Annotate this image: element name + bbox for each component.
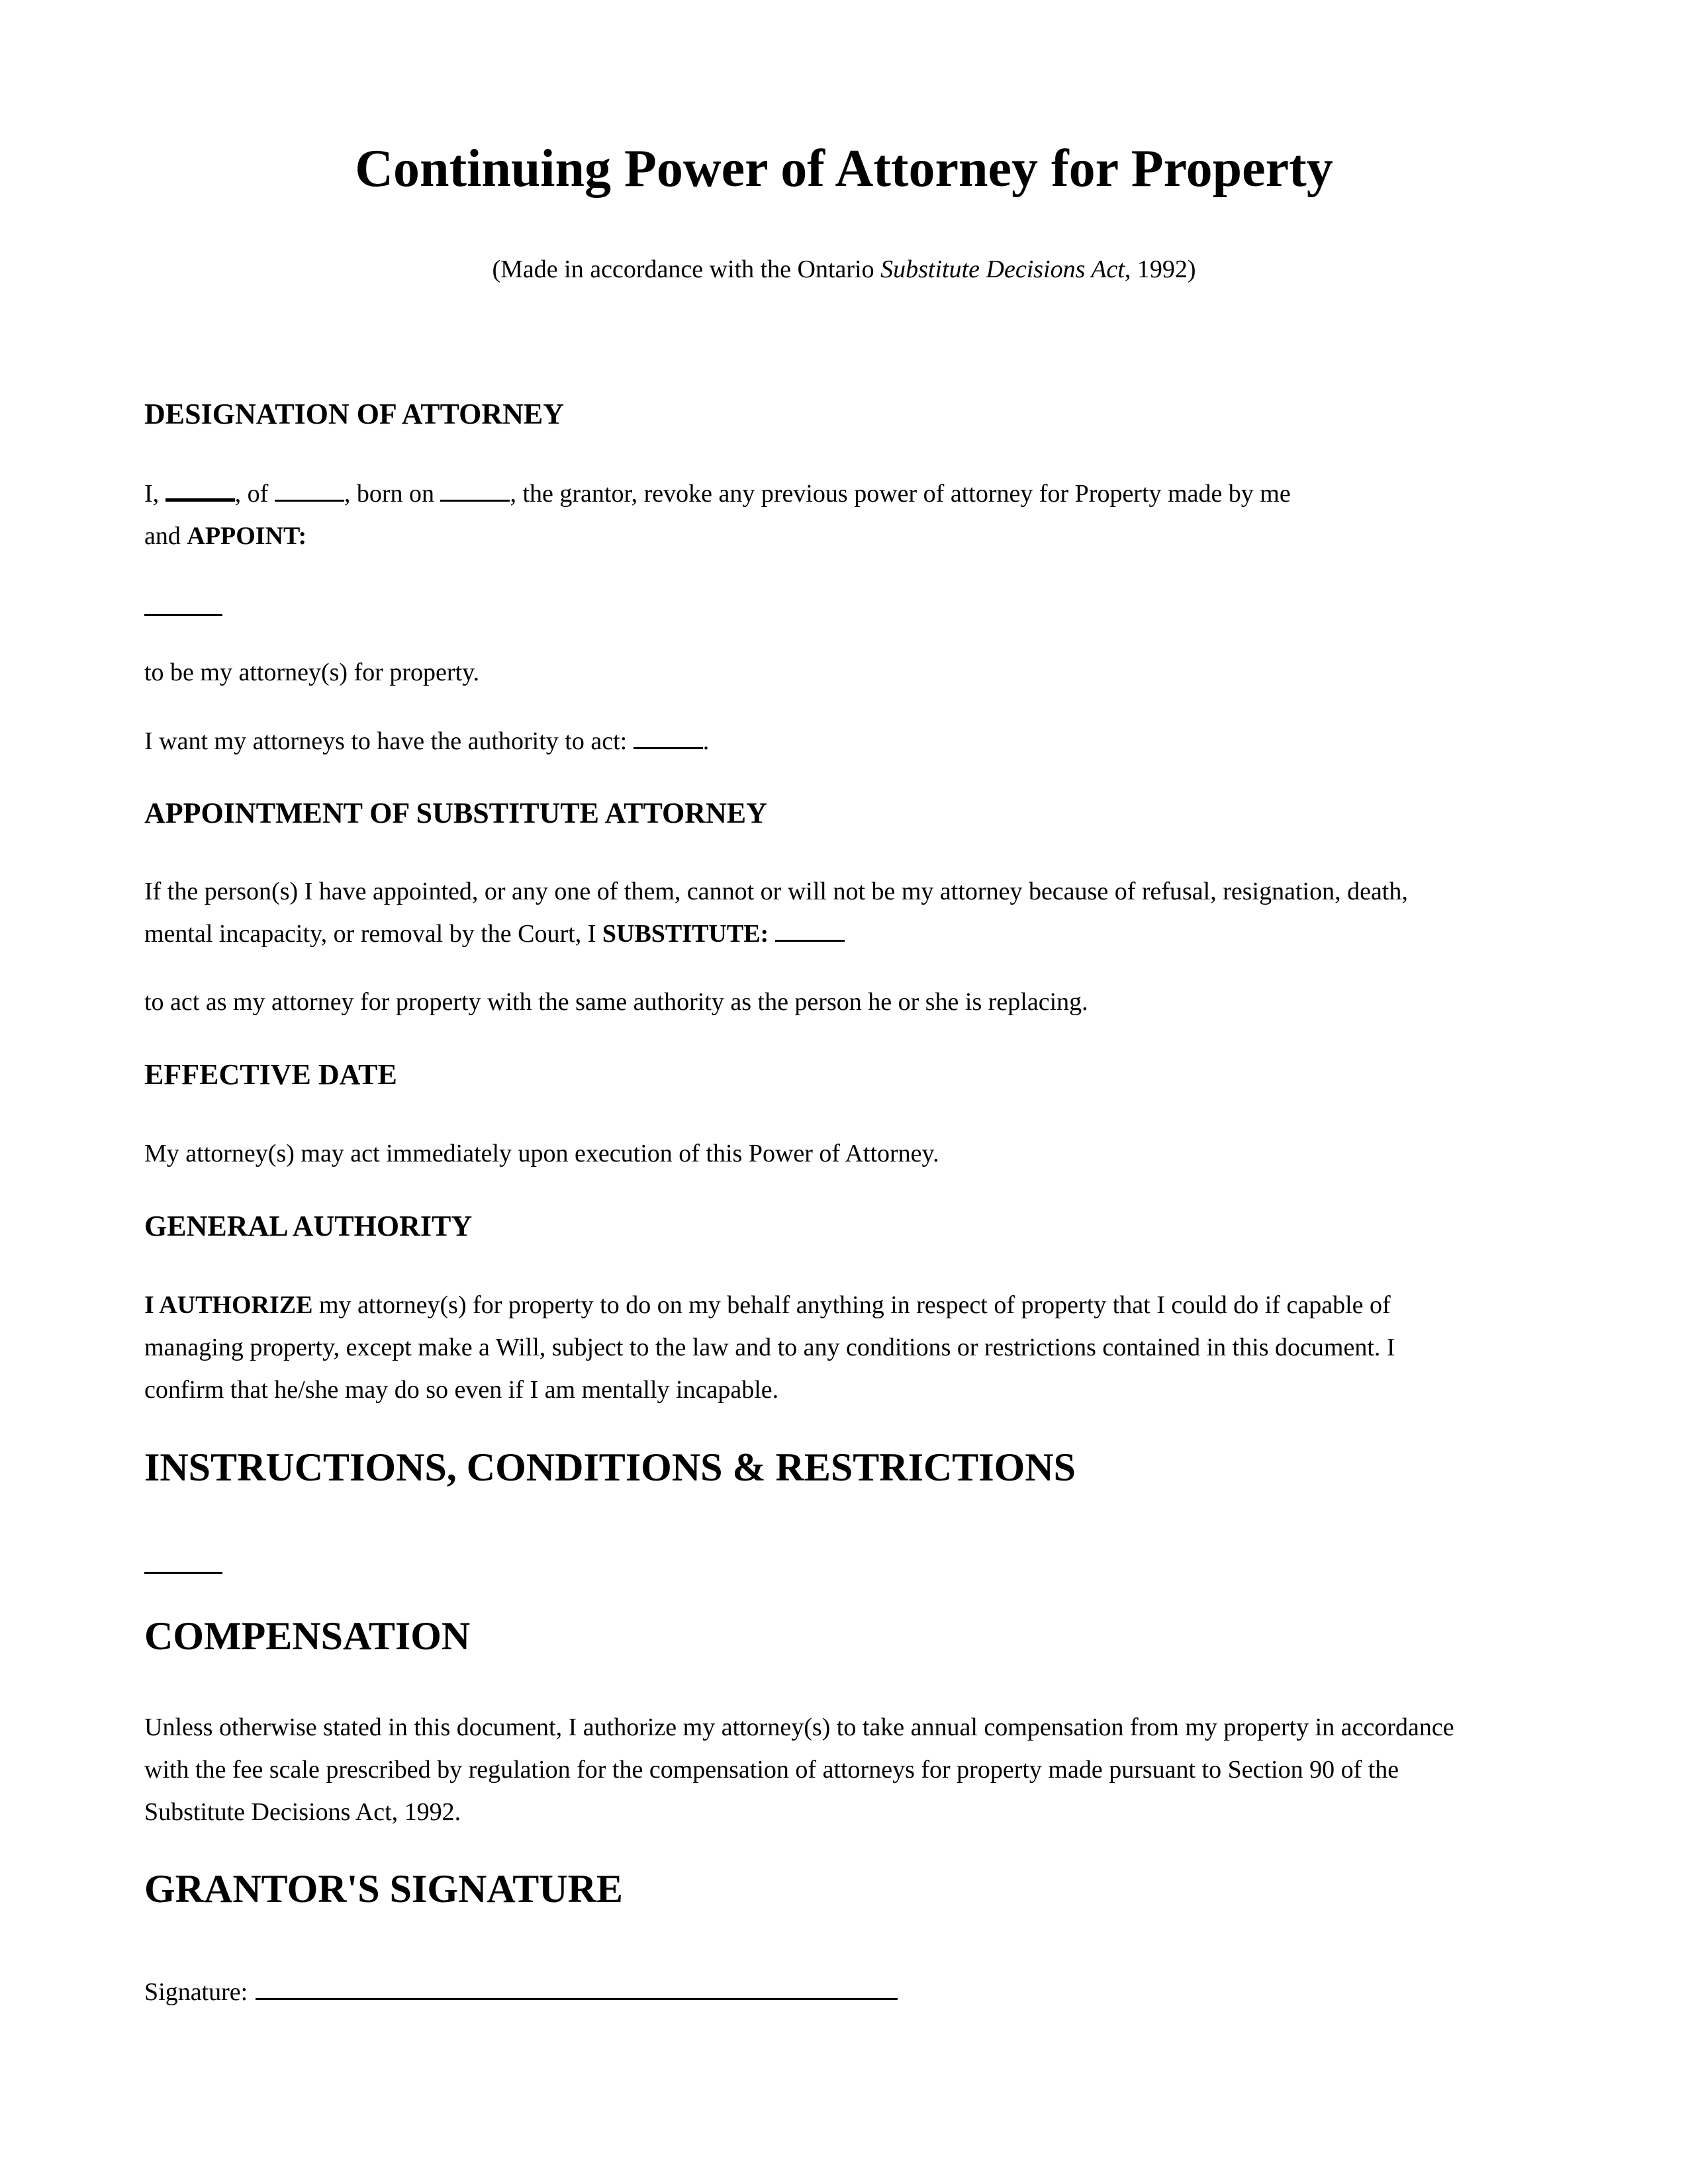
designation-heading: DESIGNATION OF ATTORNEY xyxy=(144,398,565,430)
grantor-birthdate-blank[interactable] xyxy=(440,480,510,502)
designation-text-3: , born on xyxy=(344,480,441,508)
instructions-blank[interactable] xyxy=(144,1572,222,1574)
general-authority-line-3: confirm that he/she may do so even if I am mentally incapable. xyxy=(144,1376,779,1404)
compensation-line-2: with the fee scale prescribed by regulation for the compensation of attorneys for property made pursuant to Section 90 of the xyxy=(144,1756,1399,1784)
compensation-line-1: Unless otherwise stated in this document, I authorize my attorney(s) to take annual compensation from my property in accordance xyxy=(144,1713,1454,1741)
signature-label: Signature: xyxy=(144,1978,248,2006)
document-title: Continuing Power of Attorney for Property xyxy=(355,140,1333,198)
substitute-heading: APPOINTMENT OF SUBSTITUTE ATTORNEY xyxy=(144,797,767,829)
general-authority-line-2: managing property, except make a Will, subject to the law and to any conditions or restrictions contained in this document. I xyxy=(144,1334,1395,1361)
substitute-line-2 xyxy=(144,913,845,955)
substitute-label: SUBSTITUTE: xyxy=(602,920,769,948)
subtitle-prefix: (Made in accordance with the Ontario xyxy=(492,255,881,283)
effective-date-text: My attorney(s) may act immediately upon execution of this Power of Attorney. xyxy=(144,1140,939,1167)
substitute-prefix: mental incapacity, or removal by the Court, I xyxy=(144,920,602,948)
authority-suffix: . xyxy=(702,727,710,755)
substitute-line-1: If the person(s) I have appointed, or any one of them, cannot or will not be my attorney because of refusal, resignation, death, xyxy=(144,878,1408,905)
authority-line xyxy=(144,720,709,762)
authorize-label: I AUTHORIZE xyxy=(144,1291,313,1319)
signature-row xyxy=(144,1971,898,2013)
signature-heading: GRANTOR'S SIGNATURE xyxy=(144,1867,623,1911)
authority-prefix: I want my attorneys to have the authority to act: xyxy=(144,727,633,755)
document-subtitle xyxy=(0,255,1688,284)
subtitle-suffix: , 1992) xyxy=(1124,255,1196,283)
instructions-heading: INSTRUCTIONS, CONDITIONS & RESTRICTIONS xyxy=(144,1445,1076,1489)
designation-text-1: I, xyxy=(144,480,165,508)
designation-line-2 xyxy=(144,515,306,557)
general-authority-heading: GENERAL AUTHORITY xyxy=(144,1210,473,1242)
signature-line[interactable] xyxy=(256,1976,898,2000)
grantor-address-blank[interactable] xyxy=(275,480,344,502)
appoint-label: APPOINT: xyxy=(187,522,307,550)
designation-line-1 xyxy=(144,473,1291,515)
effective-date-heading: EFFECTIVE DATE xyxy=(144,1058,397,1091)
attorney-name-blank[interactable] xyxy=(144,614,222,616)
general-authority-text-1: my attorney(s) for property to do on my behalf anything in respect of property that I could do if capable of xyxy=(312,1291,1391,1319)
designation-text-2: , of xyxy=(234,480,275,508)
compensation-line-3: Substitute Decisions Act, 1992. xyxy=(144,1798,461,1826)
authority-blank[interactable] xyxy=(633,727,703,749)
compensation-heading: COMPENSATION xyxy=(144,1614,471,1658)
attorney-line: to be my attorney(s) for property. xyxy=(144,659,480,686)
general-authority-line-1 xyxy=(144,1284,1391,1326)
designation-and: and xyxy=(144,522,187,550)
grantor-name-blank[interactable] xyxy=(165,478,235,502)
substitute-line-3: to act as my attorney for property with the same authority as the person he or she is replacing. xyxy=(144,988,1088,1016)
substitute-name-blank[interactable] xyxy=(775,920,845,942)
act-name: Substitute Decisions Act xyxy=(880,255,1125,283)
designation-text-4: , the grantor, revoke any previous power of attorney for Property made by me xyxy=(510,480,1291,508)
